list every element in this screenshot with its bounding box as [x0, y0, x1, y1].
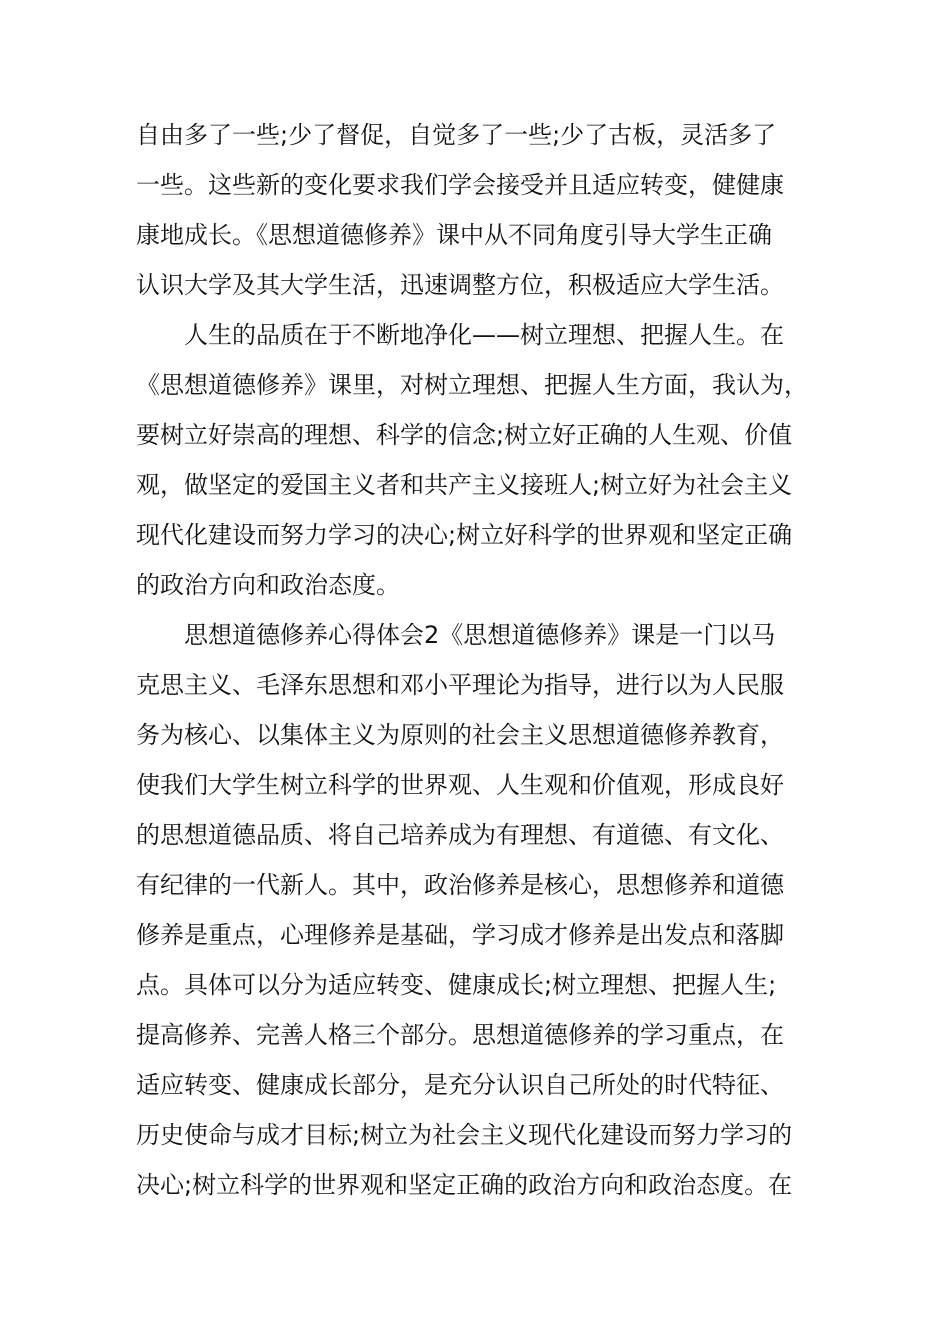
text-line: 提高修养、完善人格三个部分。思想道德修养的学习重点，在 [136, 1021, 784, 1049]
text-line: 思想道德修养心得体会2《思想道德修养》课是一门以马 [136, 621, 776, 649]
text-line: 的政治方向和政治态度。 [136, 571, 400, 599]
text-line: 有纪律的一代新人。其中，政治修养是核心，思想修养和道德 [136, 871, 784, 899]
text-line: 使我们大学生树立科学的世界观、人生观和价值观，形成良好 [136, 771, 784, 799]
text-line: 一些。这些新的变化要求我们学会接受并且适应转变，健健康 [136, 171, 784, 199]
text-line: 人生的品质在于不断地净化——树立理想、把握人生。在 [136, 321, 784, 349]
text-line: 认识大学及其大学生活，迅速调整方位，积极适应大学生活。 [136, 271, 784, 299]
text-line: 点。具体可以分为适应转变、健康成长;树立理想、把握人生; [136, 971, 777, 999]
document-body [136, 110, 836, 1210]
text-line: 历史使命与成才目标;树立为社会主义现代化建设而努力学习的 [136, 1121, 793, 1149]
text-line: 自由多了一些;少了督促，自觉多了一些;少了古板，灵活多了 [136, 121, 777, 149]
text-line: 《思想道德修养》课里，对树立理想、把握人生方面，我认为， [136, 371, 808, 399]
text-line: 的思想道德品质、将自己培养成为有理想、有道德、有文化、 [136, 821, 784, 849]
text-line: 克思主义、毛泽东思想和邓小平理论为指导，进行以为人民服 [136, 671, 784, 699]
text-line: 修养是重点，心理修养是基础，学习成才修养是出发点和落脚 [136, 921, 784, 949]
text-line: 决心;树立科学的世界观和坚定正确的政治方向和政治态度。在 [136, 1171, 793, 1199]
text-line: 要树立好崇高的理想、科学的信念;树立好正确的人生观、价值 [136, 421, 793, 449]
text-line: 现代化建设而努力学习的决心;树立好科学的世界观和坚定正确 [136, 521, 793, 549]
text-line: 康地成长。《思想道德修养》课中从不同角度引导大学生正确 [136, 221, 772, 249]
text-line: 适应转变、健康成长部分，是充分认识自己所处的时代特征、 [136, 1071, 784, 1099]
text-line: 观，做坚定的爱国主义者和共产主义接班人;树立好为社会主义 [136, 471, 793, 499]
text-line: 务为核心、以集体主义为原则的社会主义思想道德修养教育， [136, 721, 784, 749]
